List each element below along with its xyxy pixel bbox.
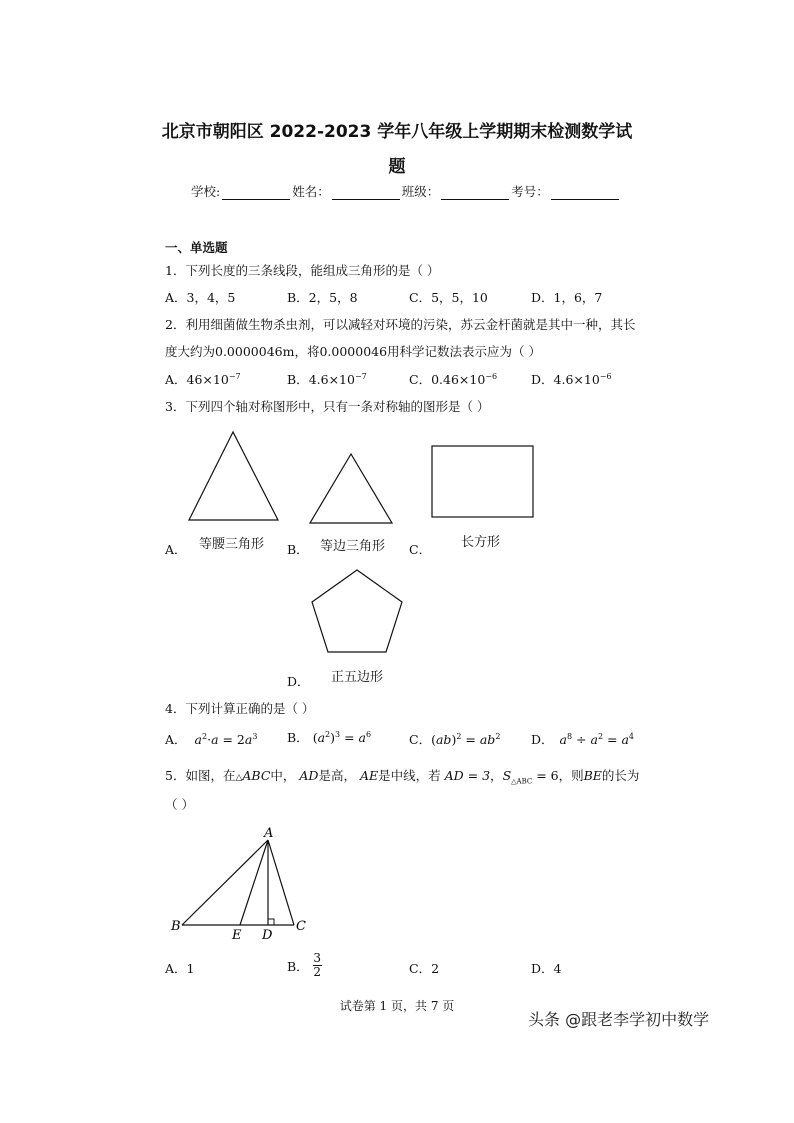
q1-option-d: D．1，6，7	[531, 290, 603, 305]
q1-stem: 1．下列长度的三条线段，能组成三角形的是（ ）	[165, 263, 440, 278]
q3-option-b: B．	[287, 542, 309, 557]
vertex-b-label: B	[171, 919, 181, 934]
q2-option-b: B．$4.6\times 10^{-7}$	[287, 371, 367, 387]
exam-no-label: 考号：	[511, 184, 549, 199]
section-heading: 一、单选题	[165, 240, 228, 255]
q5-option-d: D．4	[531, 961, 562, 976]
name-label: 姓名：	[292, 184, 330, 199]
q2-option-d: D．$4.6\times 10^{-6}$	[531, 371, 612, 387]
q2-option-c: C．$0.46\times 10^{-6}$	[409, 371, 498, 387]
vertex-c-label: C	[296, 919, 306, 934]
school-label: 学校:	[191, 184, 221, 199]
q1-option-b: B．2，5，8	[287, 290, 358, 305]
q2-stem-line2: 度大约为0.0000046m，将0.0000046用科学记数法表示应为（ ）	[165, 344, 542, 359]
q3-option-a: A．	[165, 542, 187, 557]
q5-option-b: B． $\frac{3}{2}$	[287, 951, 321, 979]
q5-option-c: C．2	[409, 961, 440, 976]
point-d-label: D	[262, 928, 273, 943]
q3-caption-d: 正五边形	[331, 670, 384, 685]
q2-option-a: A．$46\times 10^{-7}$	[165, 371, 241, 387]
q5-option-a: A．1	[165, 961, 195, 976]
q4-option-b: B． $(a^2)^3 = a^6$	[287, 729, 372, 745]
page-title: 北京市朝阳区 2022-2023 学年八年级上学期期末检测数学试	[161, 122, 633, 142]
page-title-cont: 题	[388, 157, 406, 177]
q5-stem-line1: 5．如图，在△ABC中， AD是高， AE是中线，若 AD = 3，$S_{\triangle ABC} = 6$，则BE的长为	[165, 768, 640, 786]
q3-option-c: C．	[409, 542, 432, 557]
q3-caption-c: 长方形	[461, 535, 501, 550]
q2-stem-line1: 2．利用细菌做生物杀虫剂，可以减轻对环境的污染，苏云金杆菌就是其中一种，其长	[165, 317, 636, 332]
q1-option-c: C．5，5，10	[409, 290, 488, 305]
point-e-label: E	[232, 928, 242, 943]
q4-option-c: C．$(ab)^2 = ab^2$	[409, 731, 501, 747]
q3-stem: 3．下列四个轴对称图形中，只有一条对称轴的图形是（ ）	[165, 399, 490, 414]
fraction-three-halves: $\frac{3}{2}$	[313, 951, 321, 979]
class-label: 班级：	[401, 184, 440, 199]
q3-option-d: D．	[287, 674, 310, 689]
q4-stem: 4．下列计算正确的是（ ）	[165, 701, 315, 716]
vertex-a-label: A	[264, 826, 274, 841]
q4-option-a: A． $a^2\cdot a = 2a^3$	[165, 731, 258, 747]
q3-caption-a: 等腰三角形	[199, 537, 265, 552]
q4-option-d: D． $a^8 \div a^2 = a^4$	[531, 731, 635, 747]
q3-caption-b: 等边三角形	[320, 539, 386, 554]
q5-paren: （ ）	[165, 797, 194, 812]
q1-option-a: A．3，4，5	[165, 290, 236, 305]
page-footer: 试卷第 1 页，共 7 页	[339, 999, 455, 1013]
watermark-text: 头条 @跟老李学初中数学	[528, 1010, 710, 1029]
